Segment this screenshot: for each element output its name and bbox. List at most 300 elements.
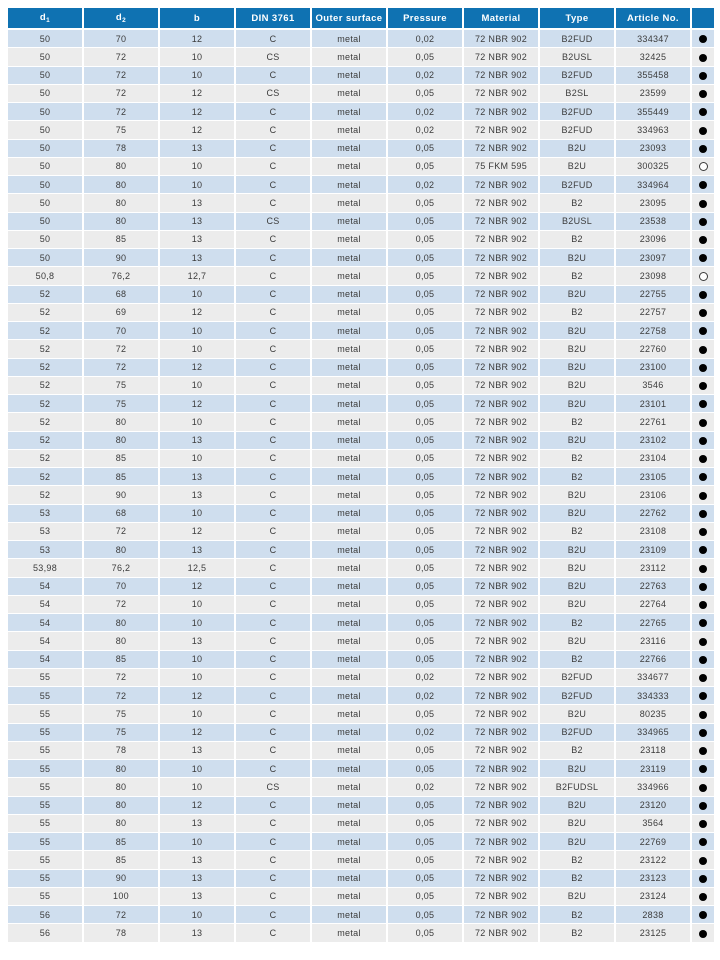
- cell-b: 13: [160, 632, 236, 650]
- cell-b: 12,5: [160, 559, 236, 577]
- cell-b: 13: [160, 213, 236, 231]
- filled-circle-icon: [699, 729, 707, 737]
- cell-d2: 72: [84, 596, 160, 614]
- cell-article-no: 23538: [616, 213, 692, 231]
- cell-b: 10: [160, 286, 236, 304]
- cell-material: 72 NBR 902: [464, 559, 540, 577]
- cell-d2: 78: [84, 742, 160, 760]
- cell-pressure: 0,05: [388, 541, 464, 559]
- cell-availability: [692, 797, 714, 815]
- cell-d2: 85: [84, 450, 160, 468]
- cell-material: 72 NBR 902: [464, 213, 540, 231]
- cell-d2: 72: [84, 85, 160, 103]
- cell-availability: [692, 103, 714, 121]
- cell-type: B2U: [540, 596, 616, 614]
- cell-material: 72 NBR 902: [464, 614, 540, 632]
- cell-b: 13: [160, 140, 236, 158]
- table-row: [8, 340, 714, 358]
- filled-circle-icon: [699, 218, 707, 226]
- cell-outer-surface: metal: [312, 486, 388, 504]
- cell-b: 10: [160, 651, 236, 669]
- cell-outer-surface: metal: [312, 669, 388, 687]
- cell-din: C: [236, 486, 312, 504]
- cell-type: B2: [540, 870, 616, 888]
- cell-article-no: 23093: [616, 140, 692, 158]
- cell-d1: 52: [8, 486, 84, 504]
- cell-availability: [692, 851, 714, 869]
- cell-d1: 55: [8, 888, 84, 906]
- cell-b: 10: [160, 340, 236, 358]
- cell-material: 72 NBR 902: [464, 468, 540, 486]
- cell-b: 10: [160, 505, 236, 523]
- cell-din: C: [236, 395, 312, 413]
- cell-b: 13: [160, 541, 236, 559]
- cell-din: C: [236, 596, 312, 614]
- cell-availability: [692, 377, 714, 395]
- cell-outer-surface: metal: [312, 888, 388, 906]
- cell-material: 72 NBR 902: [464, 888, 540, 906]
- cell-material: 72 NBR 902: [464, 48, 540, 66]
- cell-din: C: [236, 340, 312, 358]
- filled-circle-icon: [699, 419, 707, 427]
- cell-material: 72 NBR 902: [464, 67, 540, 85]
- cell-pressure: 0,02: [388, 176, 464, 194]
- cell-outer-surface: metal: [312, 705, 388, 723]
- filled-circle-icon: [699, 291, 707, 299]
- cell-d1: 53: [8, 523, 84, 541]
- cell-outer-surface: metal: [312, 413, 388, 431]
- cell-d1: 55: [8, 797, 84, 815]
- table-row: [8, 596, 714, 614]
- cell-pressure: 0,05: [388, 851, 464, 869]
- cell-d1: 52: [8, 450, 84, 468]
- cell-type: B2U: [540, 578, 616, 596]
- cell-pressure: 0,05: [388, 359, 464, 377]
- table-row: [8, 85, 714, 103]
- cell-pressure: 0,05: [388, 578, 464, 596]
- cell-type: B2: [540, 614, 616, 632]
- filled-circle-icon: [699, 54, 707, 62]
- cell-article-no: 334966: [616, 778, 692, 796]
- cell-pressure: 0,02: [388, 724, 464, 742]
- cell-d2: 85: [84, 468, 160, 486]
- cell-b: 13: [160, 924, 236, 942]
- cell-b: 10: [160, 778, 236, 796]
- cell-material: 72 NBR 902: [464, 395, 540, 413]
- cell-pressure: 0,02: [388, 778, 464, 796]
- cell-material: 72 NBR 902: [464, 596, 540, 614]
- cell-d2: 80: [84, 194, 160, 212]
- cell-d1: 54: [8, 651, 84, 669]
- cell-type: B2U: [540, 505, 616, 523]
- col-header-type: Type: [540, 8, 616, 30]
- cell-material: 72 NBR 902: [464, 249, 540, 267]
- cell-b: 12: [160, 359, 236, 377]
- cell-article-no: 23102: [616, 432, 692, 450]
- cell-b: 13: [160, 432, 236, 450]
- col-header-article-no: Article No.: [616, 8, 692, 30]
- cell-pressure: 0,05: [388, 797, 464, 815]
- cell-article-no: 355449: [616, 103, 692, 121]
- cell-outer-surface: metal: [312, 304, 388, 322]
- cell-type: B2U: [540, 632, 616, 650]
- table-row: [8, 815, 714, 833]
- cell-d1: 55: [8, 705, 84, 723]
- table-row: [8, 705, 714, 723]
- cell-din: C: [236, 651, 312, 669]
- cell-type: B2: [540, 742, 616, 760]
- cell-d2: 72: [84, 669, 160, 687]
- filled-circle-icon: [699, 692, 707, 700]
- cell-article-no: 32425: [616, 48, 692, 66]
- cell-type: B2U: [540, 888, 616, 906]
- cell-type: B2U: [540, 705, 616, 723]
- cell-b: 12: [160, 121, 236, 139]
- cell-din: C: [236, 870, 312, 888]
- cell-outer-surface: metal: [312, 797, 388, 815]
- cell-d1: 54: [8, 632, 84, 650]
- cell-d1: 50: [8, 194, 84, 212]
- cell-type: B2U: [540, 432, 616, 450]
- filled-circle-icon: [699, 181, 707, 189]
- cell-outer-surface: metal: [312, 596, 388, 614]
- cell-d1: 52: [8, 304, 84, 322]
- cell-b: 10: [160, 48, 236, 66]
- filled-circle-icon: [699, 911, 707, 919]
- cell-outer-surface: metal: [312, 906, 388, 924]
- cell-b: 12: [160, 30, 236, 48]
- cell-din: CS: [236, 48, 312, 66]
- cell-material: 72 NBR 902: [464, 523, 540, 541]
- cell-article-no: 80235: [616, 705, 692, 723]
- cell-outer-surface: metal: [312, 614, 388, 632]
- cell-outer-surface: metal: [312, 48, 388, 66]
- cell-din: C: [236, 267, 312, 285]
- cell-din: C: [236, 669, 312, 687]
- product-spec-table: [8, 8, 714, 943]
- cell-d2: 78: [84, 140, 160, 158]
- cell-pressure: 0,05: [388, 614, 464, 632]
- cell-type: B2U: [540, 140, 616, 158]
- cell-availability: [692, 267, 714, 285]
- cell-material: 72 NBR 902: [464, 870, 540, 888]
- cell-pressure: 0,05: [388, 194, 464, 212]
- cell-b: 10: [160, 158, 236, 176]
- table-row: [8, 176, 714, 194]
- cell-d2: 80: [84, 815, 160, 833]
- cell-outer-surface: metal: [312, 395, 388, 413]
- cell-d1: 55: [8, 687, 84, 705]
- cell-b: 13: [160, 888, 236, 906]
- cell-d1: 56: [8, 906, 84, 924]
- cell-availability: [692, 687, 714, 705]
- cell-d1: 50: [8, 158, 84, 176]
- cell-outer-surface: metal: [312, 523, 388, 541]
- table-row: [8, 523, 714, 541]
- table-row: [8, 724, 714, 742]
- table-row: [8, 213, 714, 231]
- cell-b: 10: [160, 669, 236, 687]
- cell-din: C: [236, 888, 312, 906]
- cell-type: B2: [540, 523, 616, 541]
- cell-pressure: 0,02: [388, 103, 464, 121]
- table-row: [8, 924, 714, 942]
- filled-circle-icon: [699, 583, 707, 591]
- cell-pressure: 0,05: [388, 523, 464, 541]
- cell-pressure: 0,05: [388, 413, 464, 431]
- filled-circle-icon: [699, 90, 707, 98]
- table-row: [8, 267, 714, 285]
- cell-article-no: 23112: [616, 559, 692, 577]
- cell-outer-surface: metal: [312, 286, 388, 304]
- cell-material: 72 NBR 902: [464, 103, 540, 121]
- cell-din: C: [236, 906, 312, 924]
- table-row: [8, 377, 714, 395]
- cell-outer-surface: metal: [312, 377, 388, 395]
- cell-article-no: 334333: [616, 687, 692, 705]
- cell-d2: 75: [84, 121, 160, 139]
- cell-b: 13: [160, 815, 236, 833]
- cell-type: B2: [540, 194, 616, 212]
- cell-article-no: 22761: [616, 413, 692, 431]
- cell-din: C: [236, 724, 312, 742]
- cell-type: B2: [540, 267, 616, 285]
- cell-din: C: [236, 286, 312, 304]
- cell-d1: 52: [8, 377, 84, 395]
- cell-material: 72 NBR 902: [464, 669, 540, 687]
- cell-d1: 50: [8, 85, 84, 103]
- cell-d1: 52: [8, 340, 84, 358]
- cell-d2: 85: [84, 833, 160, 851]
- cell-outer-surface: metal: [312, 578, 388, 596]
- cell-d2: 70: [84, 30, 160, 48]
- cell-availability: [692, 505, 714, 523]
- cell-material: 72 NBR 902: [464, 377, 540, 395]
- cell-pressure: 0,05: [388, 815, 464, 833]
- cell-pressure: 0,05: [388, 48, 464, 66]
- cell-availability: [692, 231, 714, 249]
- cell-din: C: [236, 705, 312, 723]
- table-row: [8, 286, 714, 304]
- cell-material: 72 NBR 902: [464, 286, 540, 304]
- filled-circle-icon: [699, 127, 707, 135]
- cell-b: 10: [160, 906, 236, 924]
- cell-availability: [692, 724, 714, 742]
- table-row: [8, 140, 714, 158]
- cell-d1: 53: [8, 541, 84, 559]
- cell-d1: 56: [8, 924, 84, 942]
- cell-d2: 80: [84, 413, 160, 431]
- cell-d1: 52: [8, 359, 84, 377]
- cell-pressure: 0,05: [388, 340, 464, 358]
- cell-article-no: 334677: [616, 669, 692, 687]
- table-row: [8, 103, 714, 121]
- cell-din: C: [236, 377, 312, 395]
- cell-type: B2FUD: [540, 724, 616, 742]
- cell-material: 72 NBR 902: [464, 432, 540, 450]
- cell-pressure: 0,05: [388, 632, 464, 650]
- cell-pressure: 0,02: [388, 687, 464, 705]
- cell-article-no: 23124: [616, 888, 692, 906]
- cell-article-no: 22769: [616, 833, 692, 851]
- cell-article-no: 23100: [616, 359, 692, 377]
- cell-d2: 100: [84, 888, 160, 906]
- cell-d1: 50,8: [8, 267, 84, 285]
- cell-type: B2U: [540, 158, 616, 176]
- cell-b: 12: [160, 724, 236, 742]
- cell-pressure: 0,05: [388, 395, 464, 413]
- cell-b: 12: [160, 304, 236, 322]
- cell-availability: [692, 395, 714, 413]
- cell-article-no: 334347: [616, 30, 692, 48]
- cell-outer-surface: metal: [312, 432, 388, 450]
- cell-type: B2U: [540, 815, 616, 833]
- cell-outer-surface: metal: [312, 340, 388, 358]
- cell-availability: [692, 815, 714, 833]
- cell-pressure: 0,05: [388, 833, 464, 851]
- cell-availability: [692, 924, 714, 942]
- cell-article-no: 23108: [616, 523, 692, 541]
- cell-d1: 50: [8, 176, 84, 194]
- cell-d2: 80: [84, 213, 160, 231]
- cell-d1: 55: [8, 815, 84, 833]
- cell-article-no: 23105: [616, 468, 692, 486]
- table-row: [8, 851, 714, 869]
- cell-material: 72 NBR 902: [464, 413, 540, 431]
- cell-article-no: 2838: [616, 906, 692, 924]
- cell-availability: [692, 742, 714, 760]
- cell-d2: 90: [84, 486, 160, 504]
- table-row: [8, 833, 714, 851]
- cell-d1: 50: [8, 249, 84, 267]
- filled-circle-icon: [699, 838, 707, 846]
- table-row: [8, 249, 714, 267]
- table-row: [8, 687, 714, 705]
- col-header-availability: [692, 8, 714, 30]
- table-row: [8, 395, 714, 413]
- cell-pressure: 0,05: [388, 505, 464, 523]
- cell-outer-surface: metal: [312, 505, 388, 523]
- cell-pressure: 0,05: [388, 559, 464, 577]
- cell-article-no: 23106: [616, 486, 692, 504]
- cell-type: B2U: [540, 340, 616, 358]
- cell-availability: [692, 249, 714, 267]
- cell-article-no: 23097: [616, 249, 692, 267]
- cell-b: 13: [160, 194, 236, 212]
- cell-d1: 55: [8, 778, 84, 796]
- cell-din: C: [236, 158, 312, 176]
- cell-b: 13: [160, 870, 236, 888]
- cell-type: B2: [540, 906, 616, 924]
- cell-d2: 72: [84, 67, 160, 85]
- cell-availability: [692, 432, 714, 450]
- cell-availability: [692, 833, 714, 851]
- cell-d1: 50: [8, 48, 84, 66]
- filled-circle-icon: [699, 437, 707, 445]
- cell-material: 72 NBR 902: [464, 450, 540, 468]
- cell-din: C: [236, 121, 312, 139]
- cell-d2: 90: [84, 870, 160, 888]
- cell-material: 72 NBR 902: [464, 906, 540, 924]
- cell-d1: 52: [8, 468, 84, 486]
- cell-b: 10: [160, 833, 236, 851]
- cell-d1: 52: [8, 432, 84, 450]
- cell-din: C: [236, 103, 312, 121]
- cell-pressure: 0,02: [388, 121, 464, 139]
- open-circle-icon: [699, 162, 708, 171]
- cell-d2: 76,2: [84, 559, 160, 577]
- cell-availability: [692, 30, 714, 48]
- cell-outer-surface: metal: [312, 140, 388, 158]
- cell-article-no: 22765: [616, 614, 692, 632]
- cell-material: 72 NBR 902: [464, 194, 540, 212]
- cell-availability: [692, 705, 714, 723]
- cell-d2: 85: [84, 651, 160, 669]
- cell-pressure: 0,05: [388, 267, 464, 285]
- cell-article-no: 23096: [616, 231, 692, 249]
- cell-din: C: [236, 614, 312, 632]
- cell-d2: 72: [84, 359, 160, 377]
- cell-outer-surface: metal: [312, 870, 388, 888]
- cell-pressure: 0,05: [388, 596, 464, 614]
- filled-circle-icon: [699, 492, 707, 500]
- filled-circle-icon: [699, 364, 707, 372]
- cell-type: B2U: [540, 559, 616, 577]
- filled-circle-icon: [699, 656, 707, 664]
- cell-d1: 50: [8, 30, 84, 48]
- cell-din: C: [236, 67, 312, 85]
- cell-d2: 80: [84, 614, 160, 632]
- cell-din: CS: [236, 778, 312, 796]
- cell-outer-surface: metal: [312, 687, 388, 705]
- table-row: [8, 614, 714, 632]
- table-row: [8, 30, 714, 48]
- cell-material: 72 NBR 902: [464, 486, 540, 504]
- cell-type: B2FUDSL: [540, 778, 616, 796]
- col-header-din-3761: DIN 3761: [236, 8, 312, 30]
- table-row: [8, 669, 714, 687]
- cell-material: 72 NBR 902: [464, 851, 540, 869]
- cell-d2: 72: [84, 687, 160, 705]
- cell-b: 12: [160, 103, 236, 121]
- filled-circle-icon: [699, 309, 707, 317]
- cell-b: 13: [160, 249, 236, 267]
- cell-din: C: [236, 541, 312, 559]
- cell-availability: [692, 614, 714, 632]
- table-row: [8, 632, 714, 650]
- cell-d2: 70: [84, 322, 160, 340]
- cell-pressure: 0,05: [388, 486, 464, 504]
- cell-type: B2SL: [540, 85, 616, 103]
- table-row: [8, 888, 714, 906]
- cell-pressure: 0,05: [388, 286, 464, 304]
- cell-material: 72 NBR 902: [464, 541, 540, 559]
- table-row: [8, 797, 714, 815]
- cell-d1: 55: [8, 833, 84, 851]
- cell-d2: 75: [84, 705, 160, 723]
- cell-d2: 75: [84, 724, 160, 742]
- cell-availability: [692, 596, 714, 614]
- cell-b: 10: [160, 67, 236, 85]
- cell-type: B2FUD: [540, 67, 616, 85]
- cell-material: 72 NBR 902: [464, 304, 540, 322]
- cell-article-no: 3564: [616, 815, 692, 833]
- cell-din: C: [236, 505, 312, 523]
- cell-material: 72 NBR 902: [464, 140, 540, 158]
- cell-availability: [692, 176, 714, 194]
- cell-d2: 80: [84, 158, 160, 176]
- cell-d2: 80: [84, 797, 160, 815]
